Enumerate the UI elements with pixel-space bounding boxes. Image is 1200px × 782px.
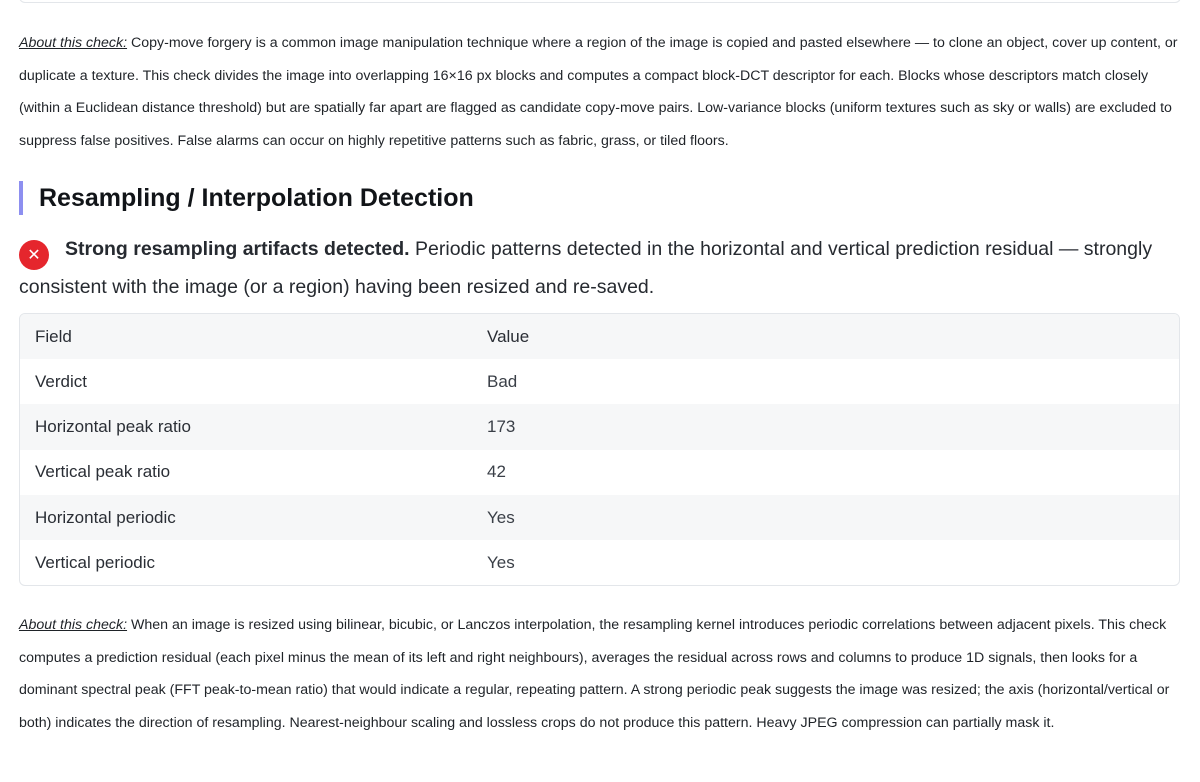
resampling-about-text [19,609,1184,739]
resampling-verdict [19,232,1179,304]
previous-card-edge [19,0,1181,3]
copy-move-about-text [19,27,1184,157]
row-value: 42 [487,462,506,482]
row-value: 173 [487,416,516,436]
table-row [20,450,1179,495]
row-value: Yes [487,552,515,572]
row-field: Verdict [35,371,87,391]
about-body: Copy-move forgery is a common image manipulation technique where a region of the image is copied and pasted elsewhere — to clone an object, cover up content, or duplicate a texture. This check divides the image into overlapping 16×16 px blocks and computes a compact block-DCT descriptor for each. Blocks whose descriptors match closely (within a Euclidean distance threshold) but are spatially far apart are flagged as candidate copy-move pairs. Low-variance blocks (uniform textures such as sky or walls) are excluded to suppress false positives. False alarms can occur on highly repetitive patterns such as fabric, grass, or tiled floors. [19,35,1178,149]
table-row [20,359,1179,404]
header-value: Value [487,326,530,346]
table-header-row [20,314,1179,359]
resampling-section-title: Resampling / Interpolation Detection [19,181,474,215]
table-row [20,404,1179,449]
header-field: Field [35,326,72,346]
resampling-table [19,313,1180,586]
verdict-strong: Strong resampling artifacts detected. [65,238,410,260]
row-field: Horizontal periodic [35,507,176,527]
table-row [20,495,1179,540]
row-value: Bad [487,371,518,391]
row-field: Vertical periodic [35,552,156,572]
row-field: Horizontal peak ratio [35,416,191,436]
row-value: Yes [487,507,515,527]
about-body: When an image is resized using bilinear, bicubic, or Lanczos interpolation, the resampling kernel introduces periodic correlations between adjacent pixels. This check computes a prediction residual (each pixel minus the mean of its left and right neighbours), averages the residual across rows and columns to produce 1D signals, then looks for a dominant spectral peak (FFT peak-to-mean ratio) that would indicate a regular, repeating pattern. A strong periodic peak suggests the image was resized; the axis (horizontal/vertical or both) indicates the direction of resampling. Nearest-neighbour scaling and lossless crops do not produce this pattern. Heavy JPEG compression can partially mask it. [19,617,1170,731]
table-row [20,540,1179,585]
verdict-text: Periodic patterns detected in the horizontal and vertical prediction residual — strongly consistent with the image (or a region) having been resized and re-saved. [19,238,1153,298]
x-circle-icon: ✕ [19,240,49,270]
row-field: Vertical peak ratio [35,462,171,482]
about-lead: About this check: [19,617,128,633]
about-lead: About this check: [19,35,128,51]
